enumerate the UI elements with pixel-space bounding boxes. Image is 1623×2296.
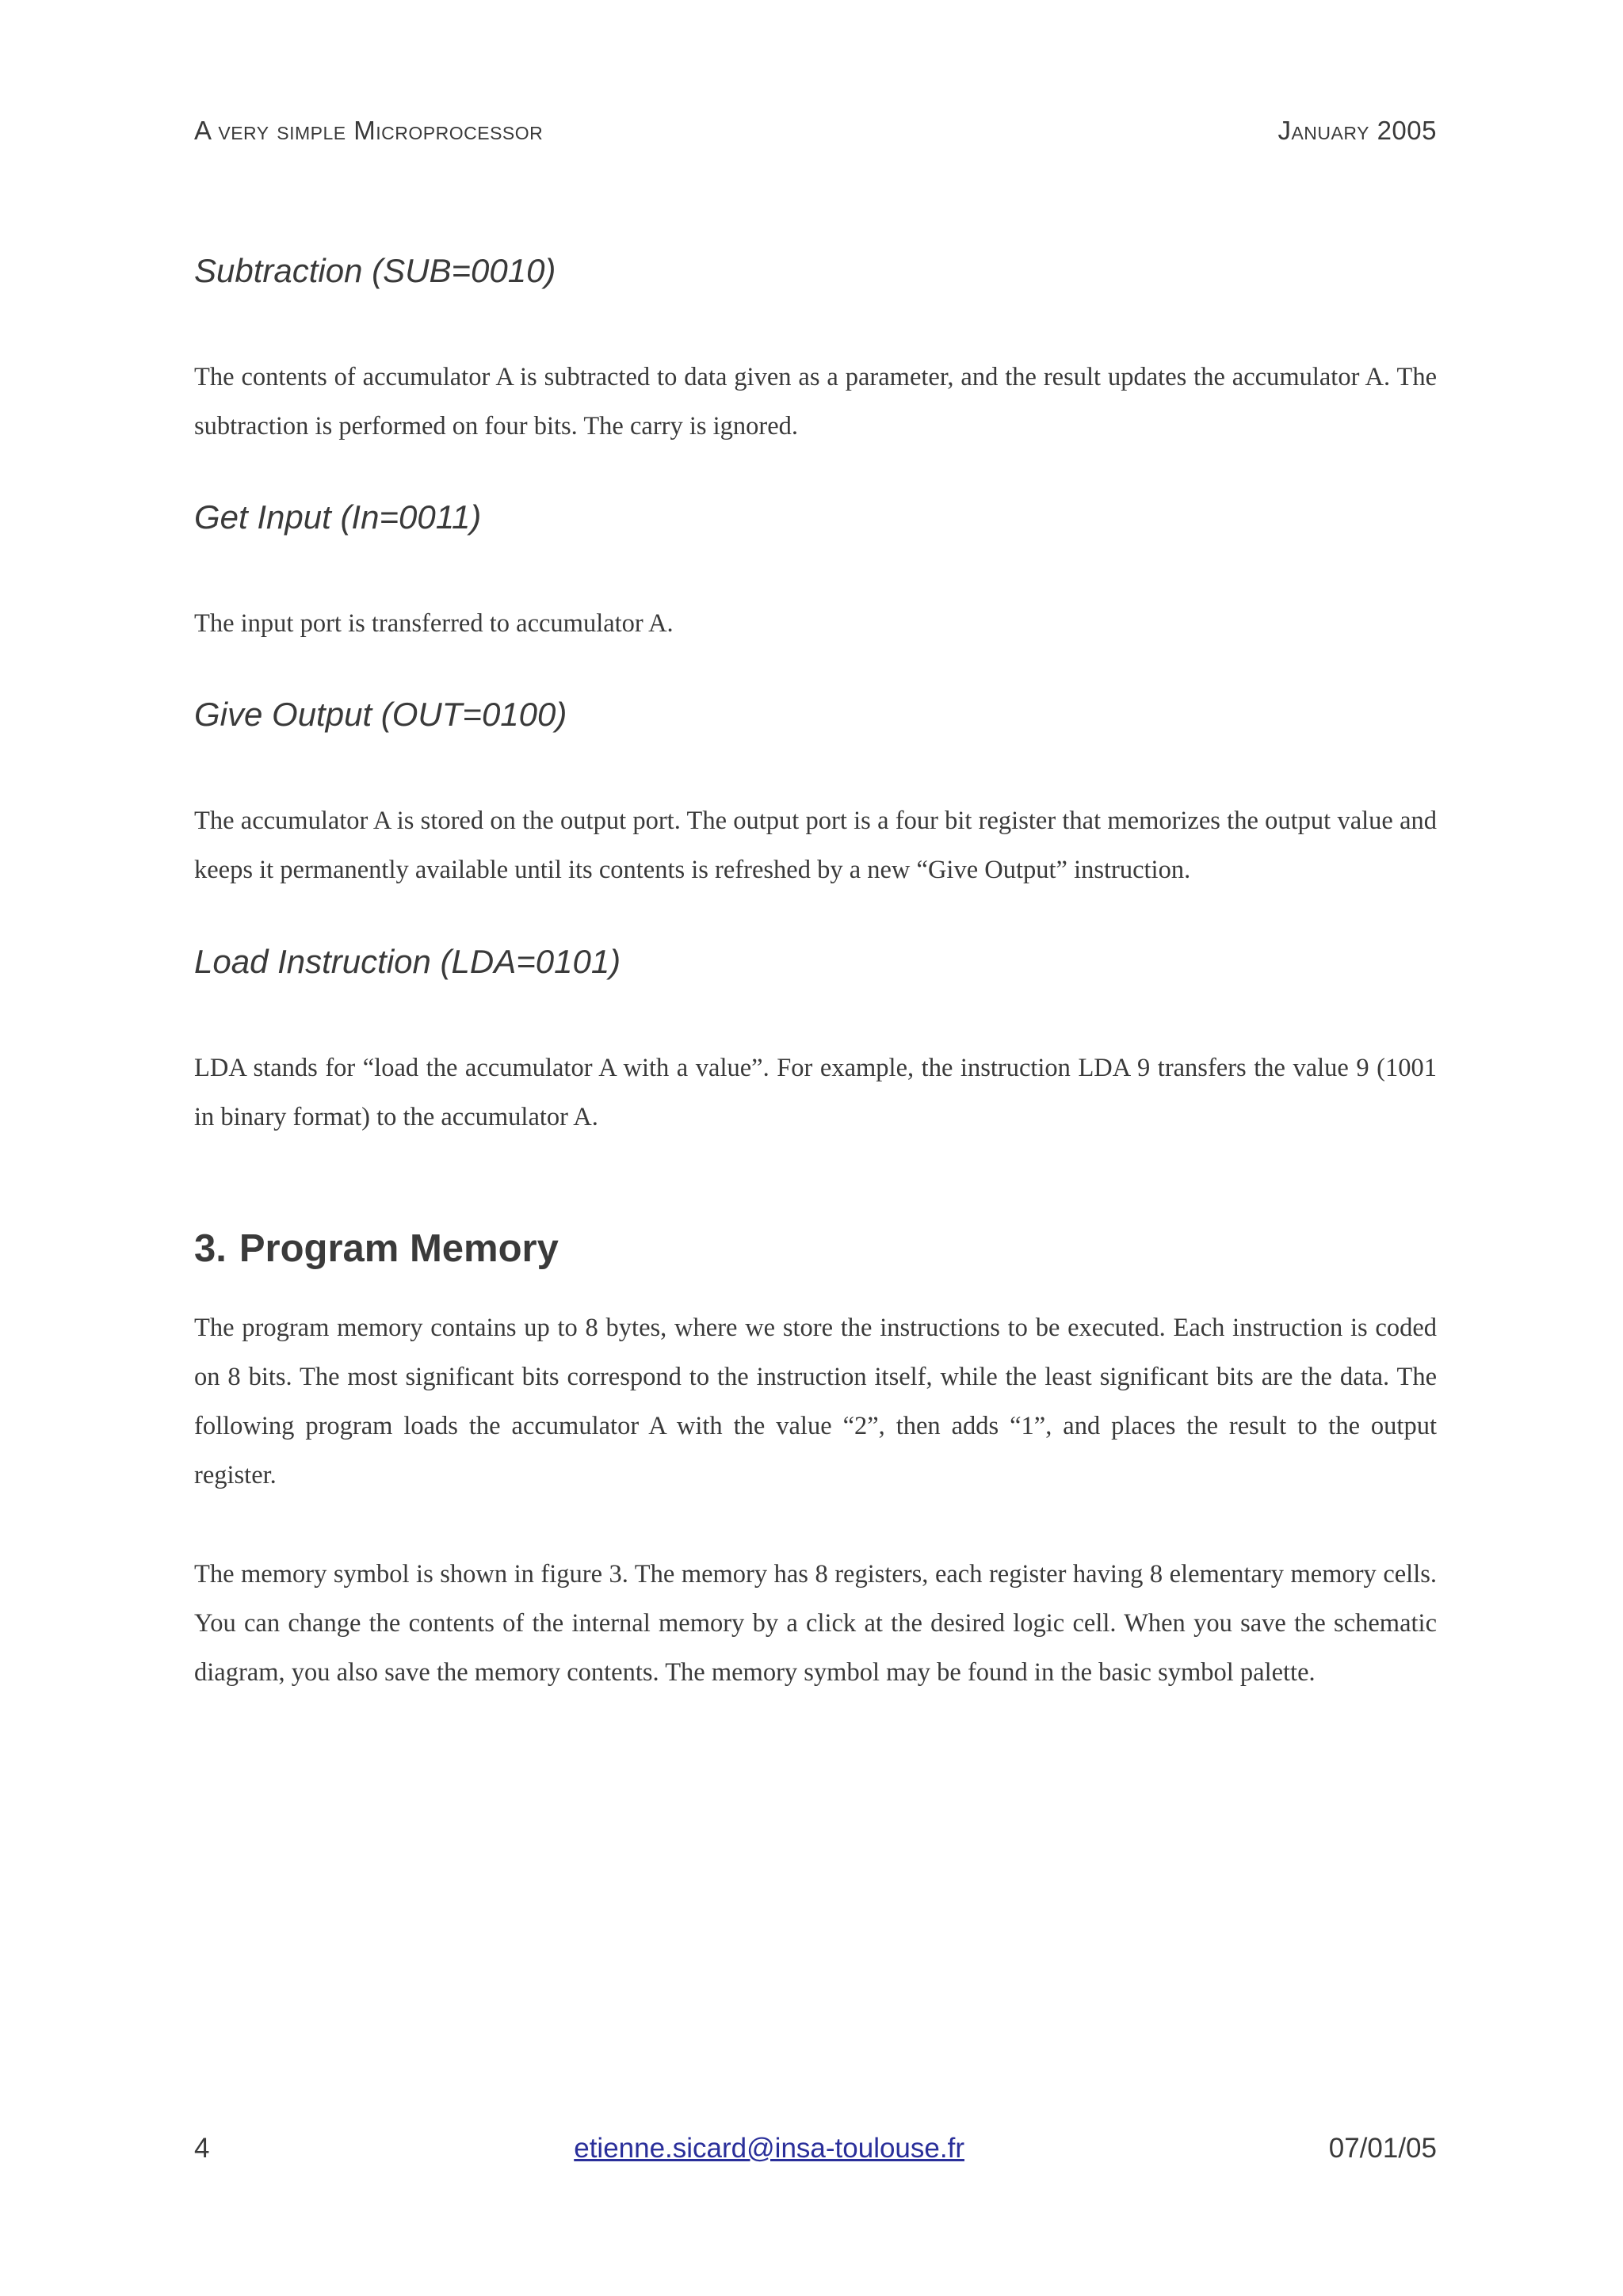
- program-memory-paragraph-1: The program memory contains up to 8 bytes, where we store the instructions to be executed. Each instruction is coded on 8 bits. The most significant bits correspond to the instruction itself, while the least significant bits are the data. The following program loads the accumulator A with the value “2”, then adds “1”, and places the result to the output register.: [194, 1314, 1437, 1489]
- page-header: [194, 116, 1437, 146]
- load-instruction-heading: Load Instruction (LDA=0101): [194, 943, 621, 980]
- header-title-initial-m: M: [353, 116, 376, 145]
- header-title: [194, 116, 543, 146]
- give-output-heading: Give Output (OUT=0100): [194, 696, 567, 733]
- header-date: [1277, 116, 1437, 146]
- get-input-body: The input port is transferred to accumulator A.: [194, 609, 674, 638]
- give-output-body: The accumulator A is stored on the output port. The output port is a four bit register that memorizes the output value and keeps it permanently available until its contents is refreshed by a new “Give Output” instruction.: [194, 807, 1437, 884]
- page-number: 4: [194, 2133, 210, 2164]
- subtraction-body: The contents of accumulator A is subtracted to data given as a parameter, and the result updates the accumulator A. The subtraction is performed on four bits. The carry is ignored.: [194, 363, 1437, 441]
- section-title: Program Memory: [239, 1227, 559, 1270]
- section-heading-program-memory: [194, 1226, 559, 1271]
- header-date-initial: J: [1277, 116, 1292, 145]
- load-instruction-body: LDA stands for “load the accumulator A with a value”. For example, the instruction LDA 9 transfers the value 9 (1001 in binary format) to the accumulator A.: [194, 1054, 1437, 1131]
- footer-date: 07/01/05: [1328, 2133, 1437, 2164]
- section-number: 3.: [194, 1227, 227, 1270]
- program-memory-paragraph-2: The memory symbol is shown in figure 3. The memory has 8 registers, each register having 8 elementary memory cells. You can change the contents of the internal memory by a click at the desired logic cell. When you save the schematic diagram, you also save the memory contents. The memory symbol may be found in the basic symbol palette.: [194, 1560, 1437, 1687]
- page-footer: [194, 2133, 1437, 2164]
- header-title-mid: very simple: [218, 116, 346, 145]
- header-date-year: 2005: [1377, 116, 1437, 145]
- header-date-month: anuary: [1291, 116, 1369, 145]
- header-title-initial: A: [194, 116, 211, 145]
- header-title-rest: icroprocessor: [376, 116, 544, 145]
- get-input-heading: Get Input (In=0011): [194, 498, 482, 536]
- subtraction-heading: Subtraction (SUB=0010): [194, 252, 556, 289]
- author-email-link[interactable]: etienne.sicard@insa-toulouse.fr: [574, 2133, 964, 2164]
